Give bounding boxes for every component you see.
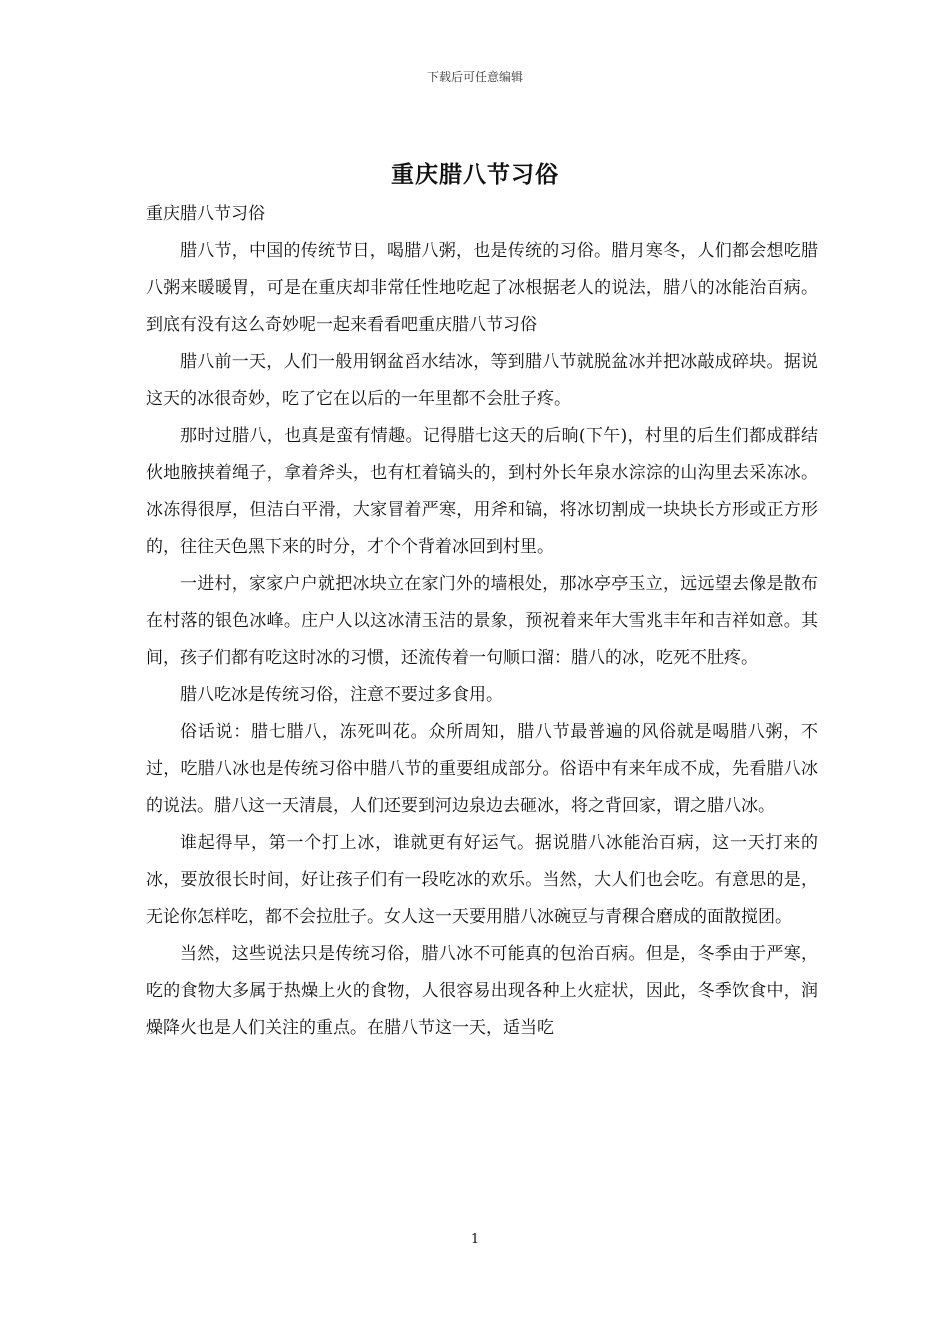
- paragraph: 一进村，家家户户就把冰块立在家门外的墙根处，那冰亭亭玉立，远远望去像是散布在村落的银色冰峰。庄户人以这冰清玉洁的景象，预祝着来年大雪兆丰年和吉祥如意。其间，孩子们都有吃这时冰的习惯，还流传着一句顺口溜：腊八的冰，吃死不肚疼。: [146, 574, 818, 668]
- document-subtitle: 重庆腊八节习俗: [146, 204, 265, 224]
- document-body: [146, 196, 818, 1047]
- paragraph: 腊八前一天，人们一般用钢盆舀水结冰，等到腊八节就脱盆冰并把冰敲成碎块。据说这天的冰很奇妙，吃了它在以后的一年里都不会肚子疼。: [146, 352, 818, 409]
- paragraph: 那时过腊八，也真是蛮有情趣。记得腊七这天的后晌(下午)，村里的后生们都成群结伙地腋挟着绳子，拿着斧头，也有杠着镐头的，到村外长年泉水淙淙的山沟里去采冻冰。冰冻得很厚，但洁白平滑，大家冒着严寒，用斧和镐，将冰切割成一块块长方形或正方形的，往往天色黑下来的时分，才个个背着冰回到村里。: [146, 426, 818, 557]
- page-number: 1: [470, 1232, 480, 1247]
- page-header-note: 下载后可任意编辑: [426, 70, 523, 84]
- paragraph: 谁起得早，第一个打上冰，谁就更有好运气。据说腊八冰能治百病，这一天打来的冰，要放很长时间，好让孩子们有一段吃冰的欢乐。当然，大人们也会吃。有意思的是，无论你怎样吃，都不会拉肚子。女人这一天要用腊八冰碗豆与青稞合磨成的面散搅团。: [146, 833, 818, 927]
- paragraph: 腊八吃冰是传统习俗，注意不要过多食用。: [180, 685, 503, 705]
- document-title: 重庆腊八节习俗: [391, 161, 559, 188]
- paragraph: 俗话说：腊七腊八，冻死叫花。众所周知，腊八节最普遍的风俗就是喝腊八粥，不过，吃腊八冰也是传统习俗中腊八节的重要组成部分。俗语中有来年成不成，先看腊八冰的说法。腊八这一天清晨，人们还要到河边泉边去砸冰，将之背回家，谓之腊八冰。: [146, 722, 818, 816]
- paragraph: 当然，这些说法只是传统习俗，腊八冰不可能真的包治百病。但是，冬季由于严寒，吃的食物大多属于热燥上火的食物，人很容易出现各种上火症状，因此，冬季饮食中，润燥降火也是人们关注的重点。在腊八节这一天，适当吃: [146, 944, 818, 1038]
- paragraph: 腊八节，中国的传统节日，喝腊八粥，也是传统的习俗。腊月寒冬，人们都会想吃腊八粥来暖暖胃，可是在重庆却非常任性地吃起了冰根据老人的说法，腊八的冰能治百病。到底有没有这么奇妙呢一起来看看吧重庆腊八节习俗: [146, 241, 818, 335]
